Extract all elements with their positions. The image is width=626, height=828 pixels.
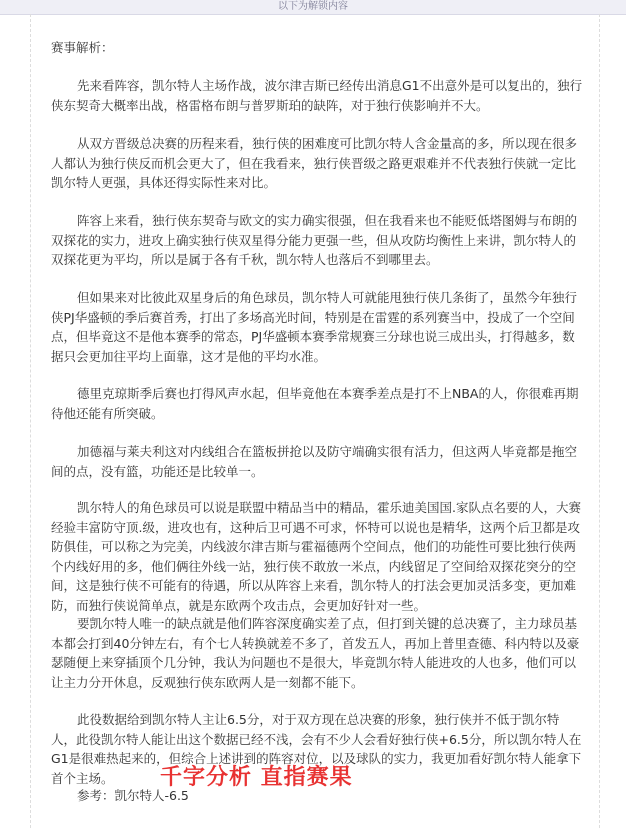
reference-line: 参考：凯尔特人-6.5 [77, 788, 189, 803]
paragraph-jones: 德里克琼斯季后赛也打得风声水起，但毕竟他在本赛季差点是打不上NBA的人，你很难再期待他还能有所突破。 [51, 386, 579, 421]
article-container [30, 14, 600, 828]
paragraph-weakness: 要凯尔特人唯一的缺点就是他们阵容深度确实差了点，但打到关键的总决赛了，主力球员基本都会打到40分钟左右，有个七人转换就差不多了，首发五人，再加上普里查德、科内特以及豪瑟随便上来穿插顶个几分钟，我认为问题也不是很大，毕竟凯尔特人能进攻的人也多，他们可以让主力分开休息，反观独行侠东欧两人是一刻都不能下。 [51, 616, 580, 690]
promo-watermark: 千字分析 直指赛果 [160, 765, 353, 790]
paragraph-celtics-depth: 凯尔特人的角色球员可以说是联盟中精品当中的精品，霍乐迪美国国.家队点名要的人，大赛经验丰富防守顶.级，进攻也有，这种后卫可遇不可求，怀特可以说也是精华，这两个后卫都是攻防俱佳，可以称之为完美，内线波尔津吉斯与霍福德两个空间点，他们的功能性可要比独行侠两个内线好用的多，他们俩往外线一站，独行侠不敢放一米点，内线留足了空间给双探花突分的空间，这是独行侠不可能有的待遇，所以从阵容上来看，凯尔特人的打法会更加灵活多变，更加难防，而独行侠说简单点，就是东欧两个攻击点，会更加好针对一些。 [51, 500, 581, 613]
article-body [31, 14, 599, 828]
paragraph-stars: 阵容上来看，独行侠东契奇与欧文的实力确实很强，但在我看来也不能贬低塔图姆与布朗的双探花的实力，进攻上确实独行侠双星得分能力更强一些，但从攻防均衡性上来讲，凯尔特人的双探花更为平均，所以是属于各有千秋，凯尔特人也落后不到哪里去。 [51, 213, 578, 267]
paragraph-playoff-path: 从双方晋级总决赛的历程来看，独行侠的困难度可比凯尔特人含金量高的多，所以现在很多人都认为独行侠反而机会更大了，但在我看来，独行侠晋级之路更艰难并不代表独行侠就一定比凯尔特人更强，具体还得实际性来对比。 [51, 136, 578, 190]
paragraph-big-men: 加德福与莱夫利这对内线组合在篮板拼抢以及防守端确实很有活力，但这两人毕竟都是拖空间的点，没有篮，功能还是比较单一。 [51, 444, 578, 479]
paragraph-role-players: 但如果来对比彼此双星身后的角色球员，凯尔特人可就能甩独行侠几条街了，虽然今年独行侠PJ华盛顿的季后赛首秀，打出了多场高光时间，特别是在雷霆的系列赛当中，投成了一个空间点，但毕竟这不是他本赛季的常态，PJ华盛顿本赛季常规赛三分球也说三成出头，打得越多，数据只会更加往平均上面靠，这才是他的平均水准。 [51, 290, 578, 364]
paragraph-handicap: 此役数据给到凯尔特人主让6.5分，对于双方现在总决赛的形象，独行侠并不低于凯尔特人，此役凯尔特人能让出这个数据已经不浅，会有不少人会看好独行侠+6.5分，所以凯尔特人在G1是很难热起来的，但综合上述讲到的阵容对位，以及球队的实力，我更加看好凯尔特人能拿下首个主场。 [51, 712, 582, 786]
paragraph-lineup: 先来看阵容，凯尔特人主场作战，波尔津吉斯已经传出消息G1不出意外是可以复出的，独行侠东契奇大概率出战，格雷格布朗与普罗斯珀的缺阵，对于独行侠影响并不大。 [51, 78, 583, 113]
analysis-heading: 赛事解析： [51, 40, 114, 55]
unlock-banner: 以下为解锁内容 [0, 0, 626, 15]
